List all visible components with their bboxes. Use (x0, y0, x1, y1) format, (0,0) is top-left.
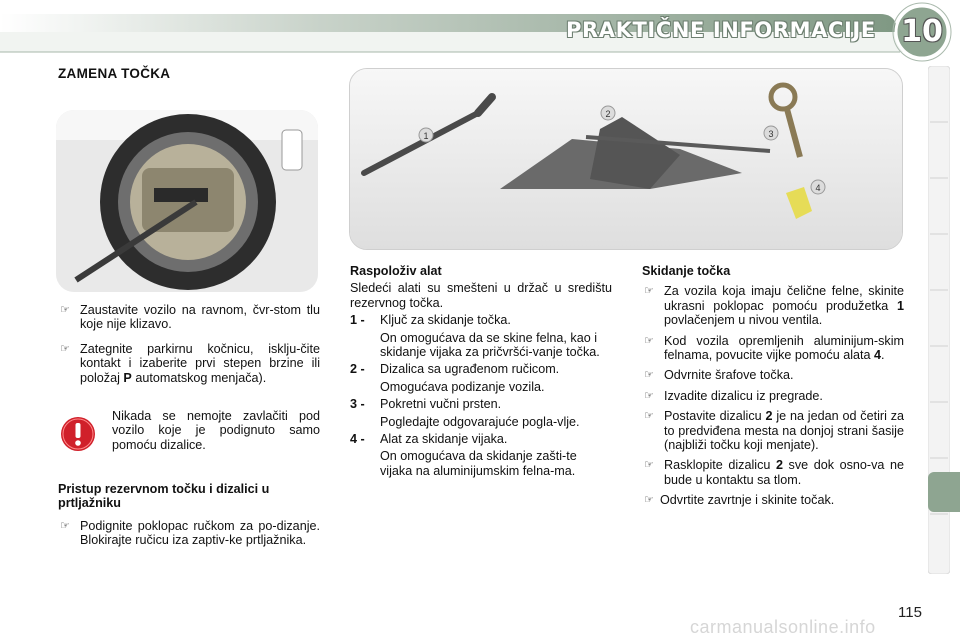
tool-item-4 (350, 432, 612, 478)
removal-step-text: sve dok osno-va ne bude u kontaktu sa tlom. (664, 458, 904, 487)
tool-item-3 (350, 397, 612, 429)
column-right (642, 264, 904, 508)
removal-step-text: Odvrnite šrafove točka. (664, 368, 794, 383)
pointing-hand-icon: ☞ (60, 519, 70, 532)
pointing-hand-icon: ☞ (644, 410, 654, 423)
removal-step-unscrew (642, 368, 904, 382)
pointing-hand-icon: ☞ (60, 342, 70, 355)
tool-item-desc: Omogućava podizanje vozila. (380, 379, 545, 394)
tool-ref: 2 (765, 409, 773, 424)
access-heading: Pristup rezervnom točku i dizalici u prtljažniku (58, 482, 270, 511)
removal-step-alloy (642, 334, 904, 363)
instruction-brake-text-end: automatskog menjača). (135, 370, 267, 385)
removal-step-text: je na jedan od četiri za to predviđena mesta na donjoj strani šasije (najbliži točku koji menjate). (664, 409, 905, 453)
instruction-brake (58, 342, 320, 385)
chapter-tab-active (928, 472, 960, 512)
tool-item-name: Ključ za skidanje točka. (380, 313, 511, 328)
pointing-hand-icon: ☞ (644, 334, 654, 347)
tool-item-number: 1 - (350, 313, 365, 328)
section-title: ZAMENA TOČKA (58, 66, 171, 81)
tools-intro: Sledeći alati su smešteni u držač u središtu rezervnog točka. (350, 281, 612, 310)
tool-label-1-text: 1 (423, 131, 429, 141)
gear-position-p: P (123, 370, 132, 385)
watermark: carmanualsonline.info (690, 617, 876, 637)
tool-item-number: 2 - (350, 362, 365, 377)
removal-step-text: Kod vozila opremljenih aluminijum-skim felnama, povucite vijke pomoću alata (664, 333, 904, 363)
removal-step-extend-jack (642, 458, 904, 487)
tool-label-4-text: 4 (815, 183, 821, 193)
pointing-hand-icon: ☞ (644, 285, 654, 298)
instruction-park-text: Zaustavite vozilo na ravnom, čvr-stom tlu koje nije klizavo. (80, 303, 320, 332)
column-middle (350, 264, 612, 478)
removal-step-take-jack (642, 389, 904, 403)
tools-heading: Raspoloživ alat (350, 264, 442, 278)
pointing-hand-icon: ☞ (60, 304, 70, 316)
spare-wheel-photo (56, 110, 318, 292)
removal-step-text: Izvadite dizalicu iz pregrade. (664, 388, 823, 403)
tool-item-name: Alat za skidanje vijaka. (380, 432, 508, 447)
instruction-brake-text: Zategnite parkirnu kočnicu, isklju-čite kontakt i izaberite prvi stepen brzine ili položaj (80, 341, 320, 385)
access-section (58, 482, 320, 548)
tools-photo (349, 68, 903, 250)
tool-item-name: Dizalica sa ugrađenom ručicom. (380, 362, 560, 377)
tool-label-2-text: 2 (605, 109, 611, 119)
pointing-hand-icon: ☞ (644, 389, 654, 402)
removal-step-text: Postavite dizalicu (664, 409, 762, 424)
tool-ref: 2 (775, 458, 783, 473)
tool-item-desc: Pogledajte odgovarajuće pogla-vlje. (380, 414, 580, 429)
column-left (58, 303, 320, 385)
pointing-hand-icon: ☞ (644, 494, 654, 507)
pointing-hand-icon: ☞ (644, 369, 654, 382)
tool-item-desc: On omogućava da se skine felna, kao i skidanje vijaka za pričvršći-vanje točka. (380, 330, 600, 360)
removal-heading: Skidanje točka (642, 264, 731, 278)
removal-step-place-jack (642, 409, 904, 452)
tool-item-number: 3 - (350, 397, 365, 412)
removal-step-text: Rasklopite dizalicu (664, 458, 771, 473)
removal-step-text: Odvrtite zavrtnje i skinite točak. (660, 493, 835, 508)
instruction-park (58, 303, 320, 332)
tool-ref: 4 (874, 348, 882, 363)
removal-step-remove-wheel (642, 493, 904, 507)
instruction-open-lid-text: Podignite poklopac ručkom za po-dizanje. Blokirajte ručicu iza zaptiv-ke prtljažnika. (80, 518, 320, 548)
warning-text: Nikada se nemojte zavlačiti pod vozilo koje je podignuto samo pomoću dizalice. (112, 409, 320, 452)
tool-item-name: Pokretni vučni prsten. (380, 397, 502, 412)
removal-step-cover (642, 284, 904, 327)
page-number: 115 (898, 604, 922, 621)
tool-item-1 (350, 313, 612, 359)
tool-item-desc: On omogućava da skidanje zašti-te vijaka na aluminijumskim felna-ma. (380, 449, 577, 478)
tool-ref: 1 (896, 298, 904, 313)
removal-step-text: povlačenjem u nivou ventila. (664, 313, 823, 328)
removal-step-text: . (881, 348, 885, 363)
warning-icon (60, 416, 96, 452)
chapter-title: PRAKTIČNE INFORMACIJE (566, 18, 876, 42)
tool-item-2 (350, 362, 612, 394)
instruction-open-lid (58, 519, 320, 548)
pointing-hand-icon: ☞ (644, 459, 654, 472)
chapter-number: 10 (901, 14, 943, 49)
removal-step-text: Za vozila koja imaju čelične felne, skinite ukrasni poklopac pomoću produžetka (664, 284, 904, 313)
tool-item-number: 4 - (350, 432, 365, 447)
tool-label-3-text: 3 (768, 129, 774, 139)
